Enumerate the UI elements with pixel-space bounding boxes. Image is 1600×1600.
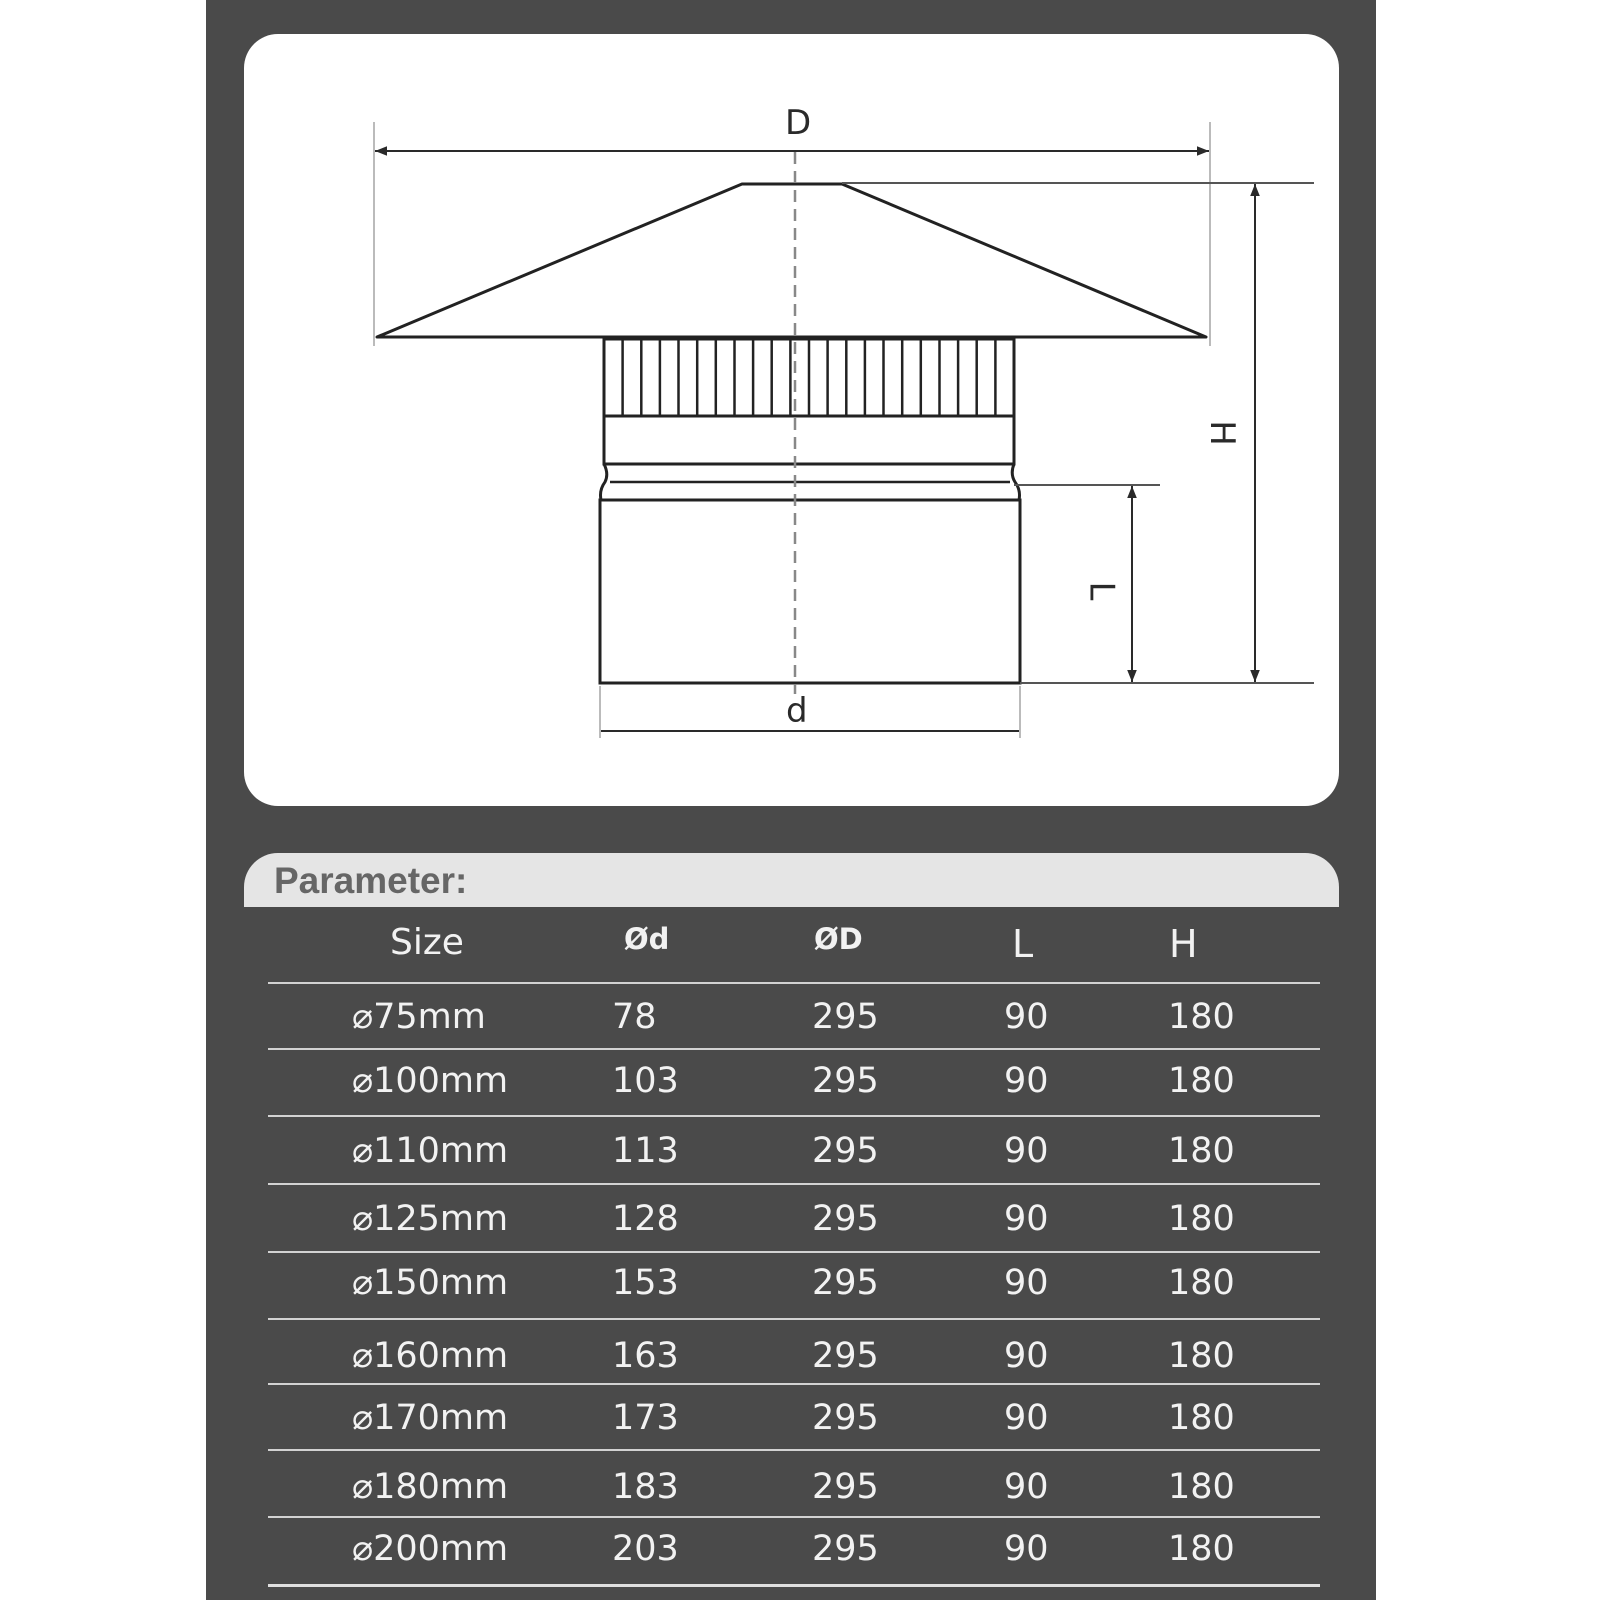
cell-L: 90 [1004,1199,1049,1239]
cell-size: ⌀125mm [352,1199,509,1239]
dimension-label-D: D [785,103,812,143]
header-rule [268,982,1320,984]
dimension-label-d: d [786,691,808,731]
row-rule [268,1115,1320,1117]
cell-oD: 295 [812,1199,879,1239]
cell-L: 90 [1004,1131,1049,1171]
column-header-H: H [1169,922,1198,966]
cell-L: 90 [1004,1467,1049,1507]
table-row [268,1529,1320,1592]
table-row [268,1131,1320,1194]
table-row [268,1398,1320,1461]
cell-size: ⌀200mm [352,1529,509,1569]
cell-L: 90 [1004,1263,1049,1303]
cell-oD: 295 [812,1529,879,1569]
vent-slats [623,340,996,415]
row-rule [268,1183,1320,1185]
row-rule [268,1048,1320,1050]
cell-H: 180 [1168,1467,1235,1507]
cell-size: ⌀170mm [352,1398,509,1438]
cell-size: ⌀180mm [352,1467,509,1507]
row-rule [268,1251,1320,1253]
row-rule [268,1516,1320,1518]
cell-od: 173 [612,1398,679,1438]
conical-hood [377,184,1206,337]
cell-H: 180 [1168,997,1235,1037]
column-header-L: L [1012,922,1034,966]
cell-oD: 295 [812,1336,879,1376]
cell-L: 90 [1004,1398,1049,1438]
cell-oD: 295 [812,1061,879,1101]
cell-size: ⌀110mm [352,1131,509,1171]
cell-H: 180 [1168,1336,1235,1376]
table-row [268,1199,1320,1262]
cell-L: 90 [1004,1529,1049,1569]
cell-od: 128 [612,1199,679,1239]
table-row [268,997,1320,1060]
cell-H: 180 [1168,1529,1235,1569]
row-rule [268,1449,1320,1451]
technical-drawing-card [244,34,1339,806]
column-header-oD: ØD [814,922,863,956]
table-row [268,1467,1320,1530]
cell-oD: 295 [812,1131,879,1171]
upper-collar [604,416,1014,464]
cell-oD: 295 [812,997,879,1037]
cell-L: 90 [1004,1061,1049,1101]
cell-H: 180 [1168,1398,1235,1438]
cell-od: 153 [612,1263,679,1303]
cell-size: ⌀100mm [352,1061,509,1101]
cell-od: 78 [612,997,657,1037]
cell-size: ⌀150mm [352,1263,509,1303]
row-rule [268,1318,1320,1320]
parameter-header-bar [244,853,1339,907]
cell-od: 103 [612,1061,679,1101]
cell-size: ⌀75mm [352,997,486,1037]
table-bottom-rule [268,1584,1320,1587]
row-rule [268,1383,1320,1385]
cell-oD: 295 [812,1263,879,1303]
cell-size: ⌀160mm [352,1336,509,1376]
table-row [268,1336,1320,1399]
cell-oD: 295 [812,1398,879,1438]
cell-L: 90 [1004,1336,1049,1376]
cell-oD: 295 [812,1467,879,1507]
cell-H: 180 [1168,1199,1235,1239]
cell-od: 203 [612,1529,679,1569]
cell-H: 180 [1168,1263,1235,1303]
dimension-label-L: L [1081,581,1122,601]
cell-L: 90 [1004,997,1049,1037]
cell-H: 180 [1168,1131,1235,1171]
table-row [268,1263,1320,1326]
parameter-title: Parameter: [274,860,468,901]
cell-od: 113 [612,1131,679,1171]
cell-H: 180 [1168,1061,1235,1101]
column-header-od: Ød [624,922,670,956]
dimension-label-H: H [1201,420,1242,446]
cell-od: 163 [612,1336,679,1376]
column-header-size: Size [390,922,464,963]
cell-od: 183 [612,1467,679,1507]
spigot-body [600,500,1020,683]
